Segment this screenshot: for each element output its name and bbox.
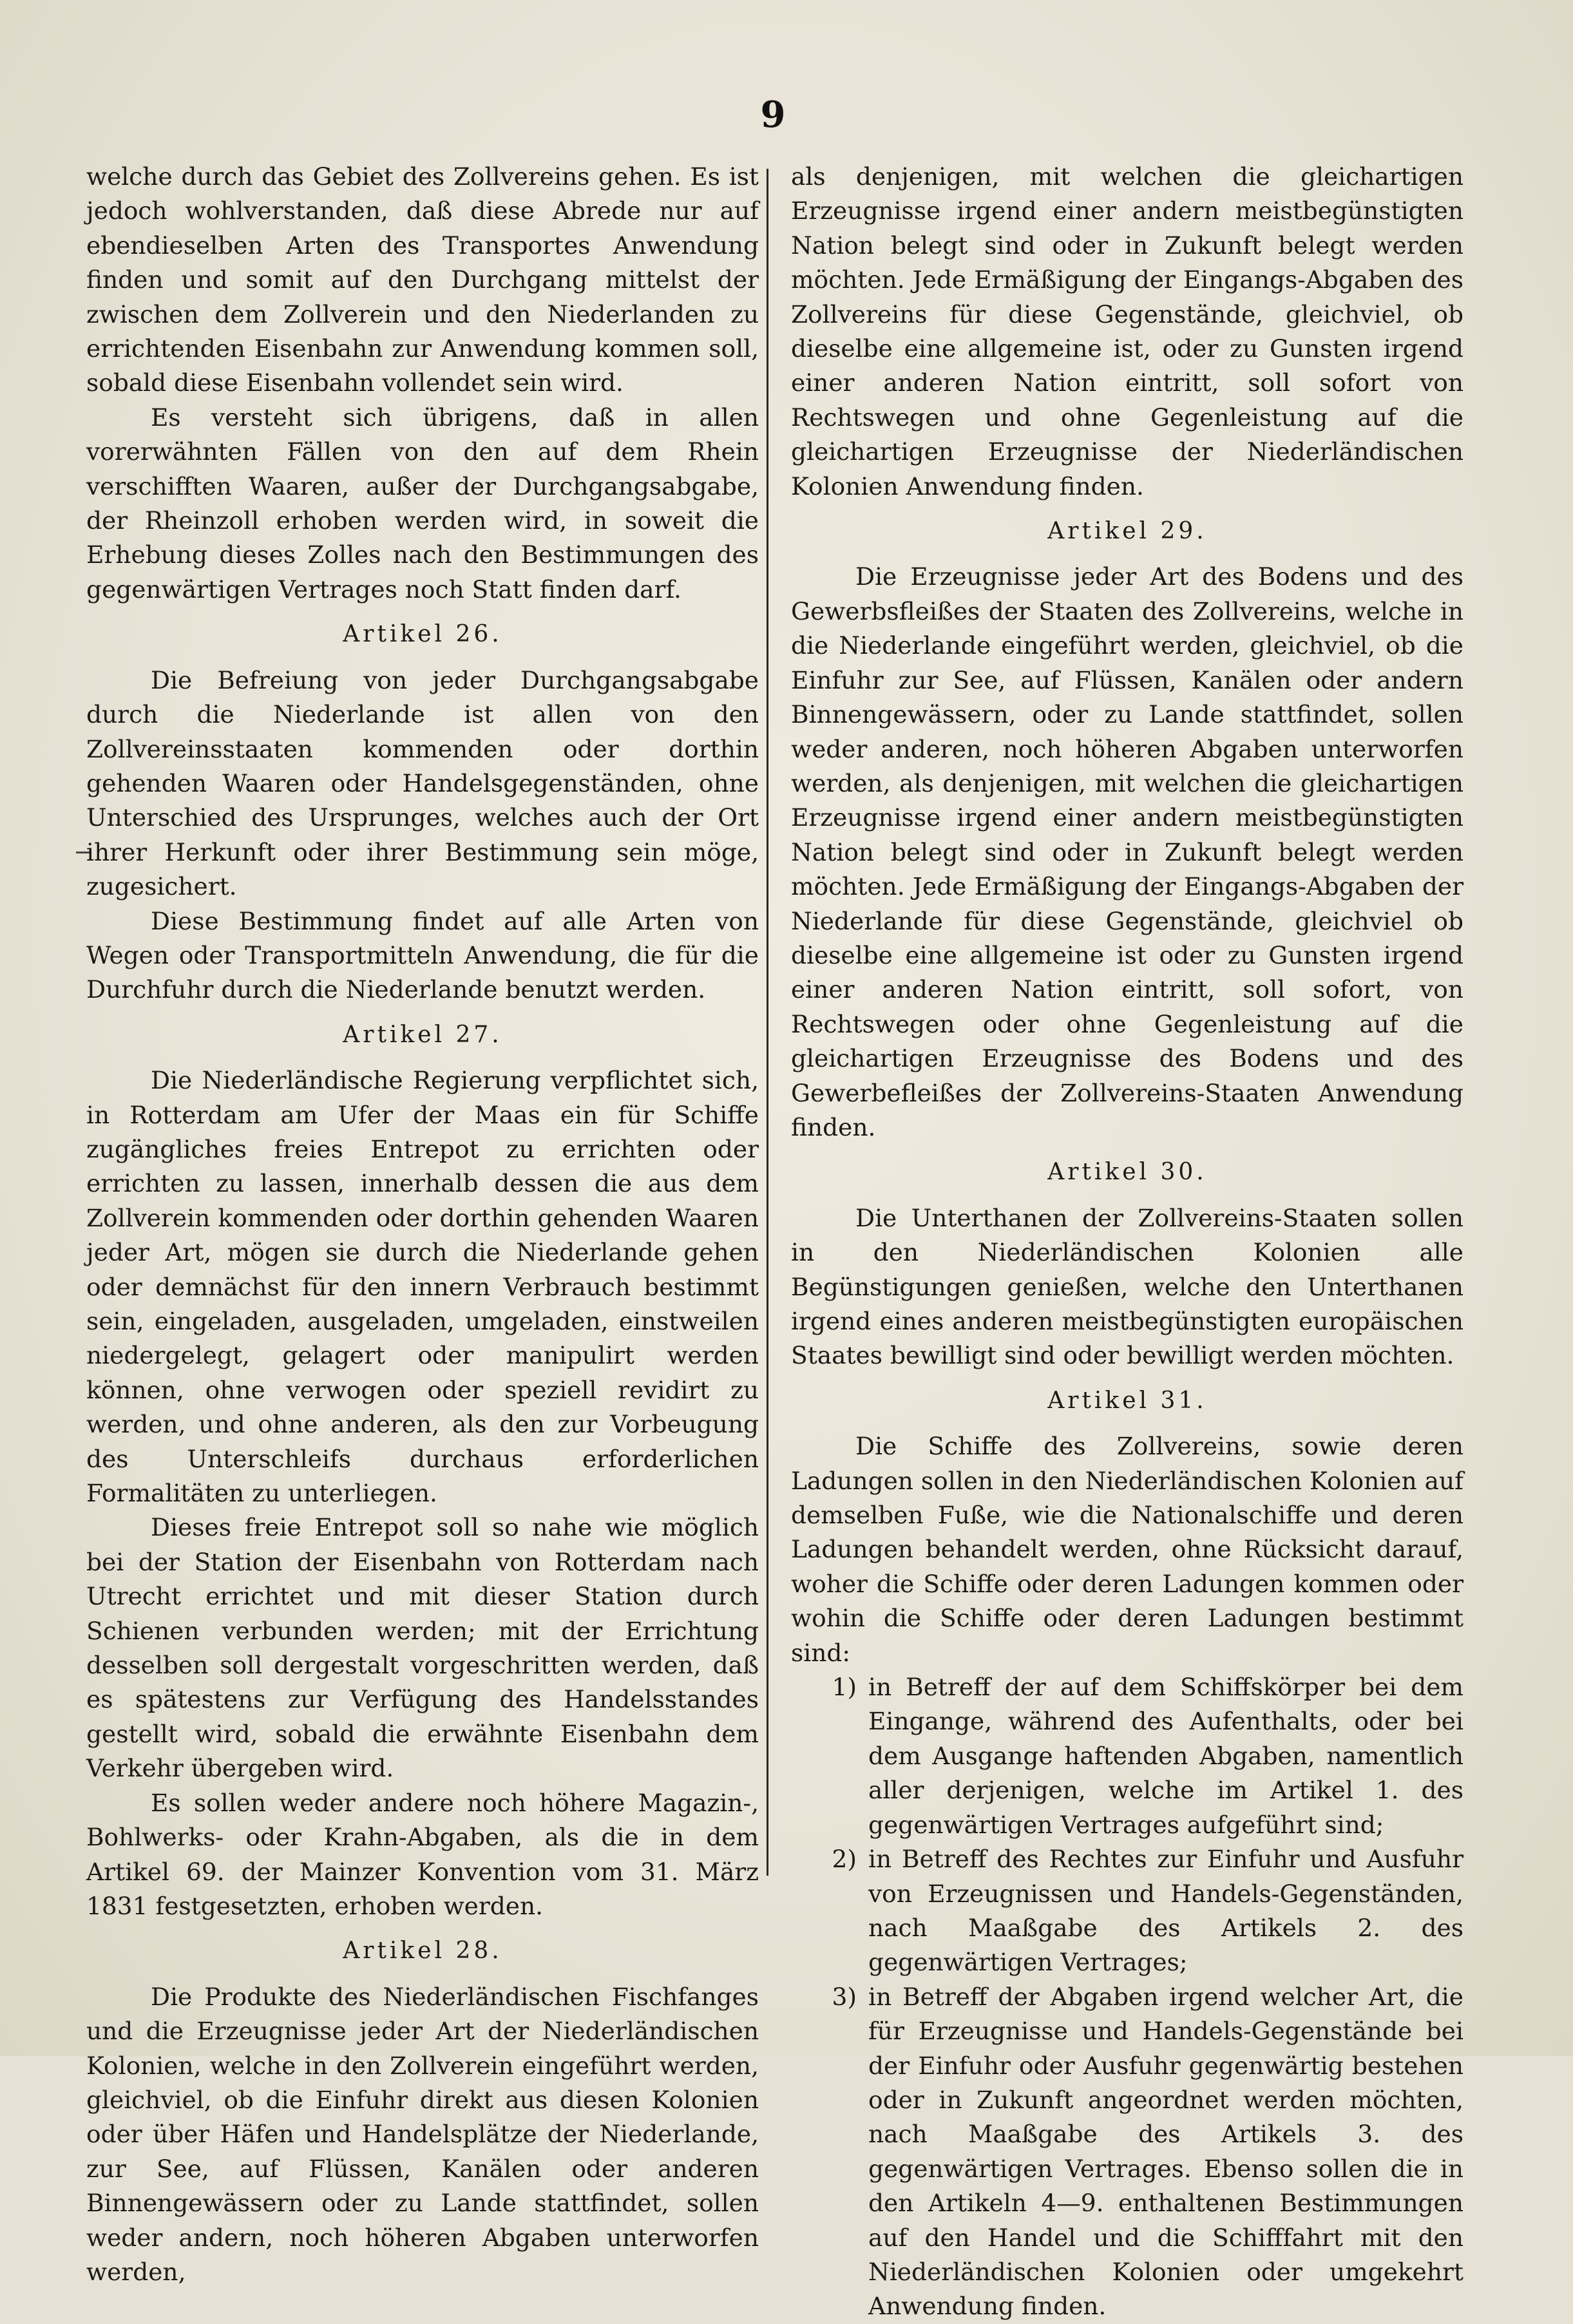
paragraph: Es sollen weder andere noch höhere Magazin-, Bohlwerks- oder Krahn-Abgaben, als die in dem Artikel 69. der Mainzer Konvention vom 31. März 1831 festgesetzten, erhoben werden.	[86, 1788, 759, 1920]
paragraph: Die Schiffe des Zollvereins, sowie deren Ladungen sollen in den Niederländischen Kolonien auf demselben Fuße, wie die Nationalschiffe und deren Ladungen behandelt werden, ohne Rücksicht darauf, woher die Schiffe oder deren Ladungen kommen oder wohin die Schiffe oder deren Ladungen bestimmt sind:	[791, 1432, 1463, 1667]
left-column	[86, 160, 759, 2289]
list-item-text: in Betreff der auf dem Schiffskörper bei dem Eingange, während des Aufenthalts, oder bei dem Ausgange haftenden Abgaben, namentlich aller derjenigen, welche im Artikel 1. des gegenwärtigen Vertrages aufgeführt sind;	[868, 1673, 1463, 1839]
article-heading-28: Artikel 28.	[343, 1938, 502, 1965]
list-item-text: in Betreff des Rechtes zur Einfuhr und Ausfuhr von Erzeugnissen und Handels-Gegenständen, nach Maaßgabe des Artikels 2. des gegenwärtigen Vertrages;	[868, 1845, 1463, 1977]
list-item	[791, 1842, 1463, 1980]
article-heading-30: Artikel 30.	[1047, 1159, 1207, 1186]
paragraph: Die Niederländische Regierung verpflichtet sich, in Rotterdam am Ufer der Maas ein für Schiffe zugängliches freies Entrepot zu errichten oder errichten zu lassen, innerhalb dessen die aus dem Zollverein kommenden oder dorthin gehenden Waaren jeder Art, mögen sie durch die Niederlande gehen oder demnächst für den innern Verbrauch bestimmt sein, eingeladen, ausgeladen, umgeladen, einstweilen niedergelegt, gelagert oder manipulirt werden können, ohne verwogen oder speziell revidirt zu werden, und ohne anderen, als den zur Vorbeugung des Unterschleifs durchaus erforderlichen Formalitäten zu unterliegen.	[86, 1066, 759, 1508]
paragraph: Diese Bestimmung findet auf alle Arten von Wegen oder Transportmitteln Anwendung, die für die Durchfuhr durch die Niederlande benutzt werden.	[86, 906, 759, 1004]
article-heading-31: Artikel 31.	[1047, 1387, 1207, 1414]
paragraph: Die Befreiung von jeder Durchgangsabgabe durch die Niederlande ist allen von den Zollvereinsstaaten kommenden oder dorthin gehenden Waaren oder Handelsgegenständen, ohne Unterschied des Ursprunges, welches auch der Ort ihrer Herkunft oder ihrer Bestimmung sein möge, zugesichert.	[86, 665, 759, 901]
paragraph: Die Produkte des Niederländischen Fischfanges und die Erzeugnisse jeder Art der Niederländischen Kolonien, welche in den Zollverein eingeführt werden, gleichviel, ob die Einfuhr direkt aus diesen Kolonien oder über Häfen und Handelsplätze der Niederlande, zur See, auf Flüssen, Kanälen oder anderen Binnengewässern oder zu Lande stattfindet, sollen weder andern, noch höheren Abgaben unterworfen werden,	[86, 1982, 759, 2286]
paragraph: als denjenigen, mit welchen die gleichartigen Erzeugnisse irgend einer andern meistbegünstigten Nation belegt sind oder in Zukunft belegt werden möchten. Jede Ermäßigung der Eingangs-Abgaben des Zollvereins für diese Gegenstände, gleichviel, ob dieselbe eine allgemeine ist, oder zu Gunsten irgend einer anderen Nation eintritt, soll sofort von Rechtswegen und ohne Gegenleistung auf die gleichartigen Erzeugnisse der Niederländischen Kolonien Anwendung finden.	[791, 162, 1463, 500]
list-item-text: in Betreff der Abgaben irgend welcher Art, die für Erzeugnisse und Handels-Gegenstände bei der Einfuhr oder Ausfuhr gegenwärtig bestehen oder in Zukunft angeordnet werden möchten, nach Maaßgabe des Artikels 3. des gegenwärtigen Vertrages. Ebenso sollen die in den Artikeln 4—9. enthaltenen Bestimmungen auf den Handel und die Schifffahrt mit den Niederländischen Kolonien oder umgekehrt Anwendung finden.	[868, 1982, 1463, 2321]
article-heading-29: Artikel 29.	[1047, 518, 1207, 545]
column-divider	[767, 169, 768, 1876]
paragraph: Die Unterthanen der Zollvereins-Staaten sollen in den Niederländischen Kolonien alle Begünstigungen genießen, welche den Unterthanen irgend eines anderen meistbegünstigten europäischen Staates bewilligt sind oder bewilligt werden möchten.	[791, 1203, 1463, 1370]
article-heading-27: Artikel 27.	[343, 1021, 502, 1048]
list-item-number: 2)	[832, 1845, 857, 1874]
paragraph: Dieses freie Entrepot soll so nahe wie möglich bei der Station der Eisenbahn von Rotterdam nach Utrecht errichtet und mit dieser Station durch Schienen verbunden werden; mit der Errichtung desselben soll dergestalt vorgeschritten werden, daß es spätestens zur Verfügung des Handelsstandes gestellt wird, sobald die erwähnte Eisenbahn dem Verkehr übergeben wird.	[86, 1513, 759, 1783]
paragraph: welche durch das Gebiet des Zollvereins gehen. Es ist jedoch wohlverstanden, daß diese Abrede nur auf ebendieselben Arten des Transportes Anwendung finden und somit auf den Durchgang mittelst der zwischen dem Zollverein und den Niederlanden zu errichtenden Eisenbahn zur Anwendung kommen soll, sobald diese Eisenbahn vollendet sein wird.	[86, 162, 759, 397]
page-number: 9	[760, 93, 786, 136]
article-heading-26: Artikel 26.	[343, 621, 502, 648]
paragraph: Die Erzeugnisse jeder Art des Bodens und des Gewerbsfleißes der Staaten des Zollvereins, welche in die Niederlande eingeführt werden, gleichviel, ob die Einfuhr zur See, auf Flüssen, Kanälen oder andern Binnengewässern, oder zu Lande stattfindet, sollen weder anderen, noch höheren Abgaben unterworfen werden, als denjenigen, mit welchen die gleichartigen Erzeugnisse irgend einer andern meistbegünstigten Nation belegt sind oder in Zukunft belegt werden möchten. Jede Ermäßigung der Eingangs-Abgaben der Niederlande für diese Gegenstände, gleichviel ob dieselbe eine allgemeine ist oder zu Gunsten irgend einer anderen Nation eintritt, soll sofort, von Rechtswegen oder ohne Gegenleistung auf die gleichartigen Erzeugnisse des Bodens und des Gewerbefleißes der Zollvereins-Staaten Anwendung finden.	[791, 562, 1463, 1141]
paragraph: Es versteht sich übrigens, daß in allen vorerwähnten Fällen von den auf dem Rhein verschifften Waaren, außer der Durchgangsabgabe, der Rheinzoll erhoben werden wird, in soweit die Erhebung dieses Zolles nach den Bestimmungen des gegenwärtigen Vertrages noch Statt finden darf.	[86, 403, 759, 604]
list-item	[791, 1980, 1463, 2324]
right-column	[791, 160, 1463, 2324]
list-item-number: 3)	[832, 1982, 857, 2011]
list-item	[791, 1670, 1463, 1842]
list-item-number: 1)	[832, 1673, 857, 1702]
